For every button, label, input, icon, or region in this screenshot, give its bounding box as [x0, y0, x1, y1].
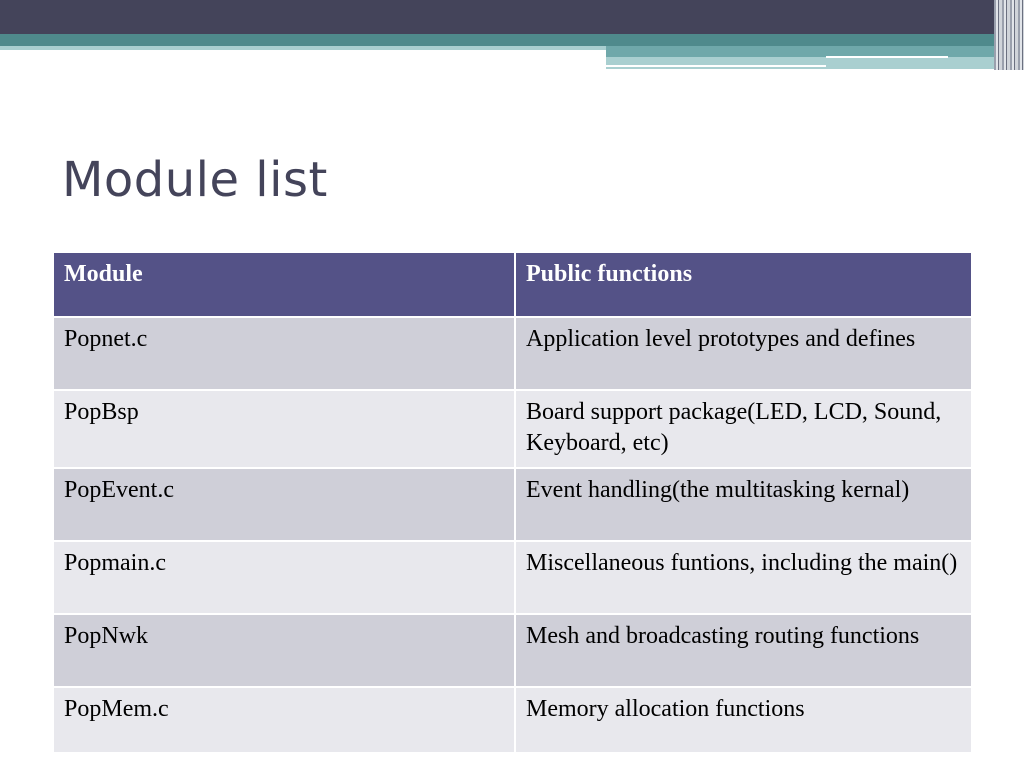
column-header-module: Module	[53, 252, 515, 317]
slide-title: Module list	[62, 152, 328, 208]
table-row	[53, 541, 972, 614]
table-row	[53, 390, 972, 468]
column-header-public-functions: Public functions	[515, 252, 972, 317]
module-cell: PopBsp	[53, 390, 515, 468]
module-cell: Popmain.c	[53, 541, 515, 614]
table-row	[53, 614, 972, 687]
module-cell: Popnet.c	[53, 317, 515, 390]
header-band-light-right	[606, 57, 1024, 69]
table-row	[53, 687, 972, 753]
header-band-dark	[0, 0, 1024, 34]
functions-cell: Memory allocation functions	[515, 687, 972, 753]
module-cell: PopNwk	[53, 614, 515, 687]
header-stripes	[994, 0, 1024, 70]
header-band-mid	[606, 46, 1024, 57]
module-cell: PopEvent.c	[53, 468, 515, 541]
functions-cell: Miscellaneous funtions, including the main()	[515, 541, 972, 614]
functions-cell: Event handling(the multitasking kernal)	[515, 468, 972, 541]
header-line	[826, 56, 948, 58]
functions-cell: Application level prototypes and defines	[515, 317, 972, 390]
header-band-teal	[0, 34, 1024, 46]
module-cell: PopMem.c	[53, 687, 515, 753]
header-band-light	[0, 46, 608, 50]
module-table	[52, 251, 973, 754]
functions-cell: Mesh and broadcasting routing functions	[515, 614, 972, 687]
table-row	[53, 468, 972, 541]
table-row	[53, 317, 972, 390]
functions-cell: Board support package(LED, LCD, Sound, Keyboard, etc)	[515, 390, 972, 468]
header-line	[606, 65, 826, 67]
table-header-row	[53, 252, 972, 317]
